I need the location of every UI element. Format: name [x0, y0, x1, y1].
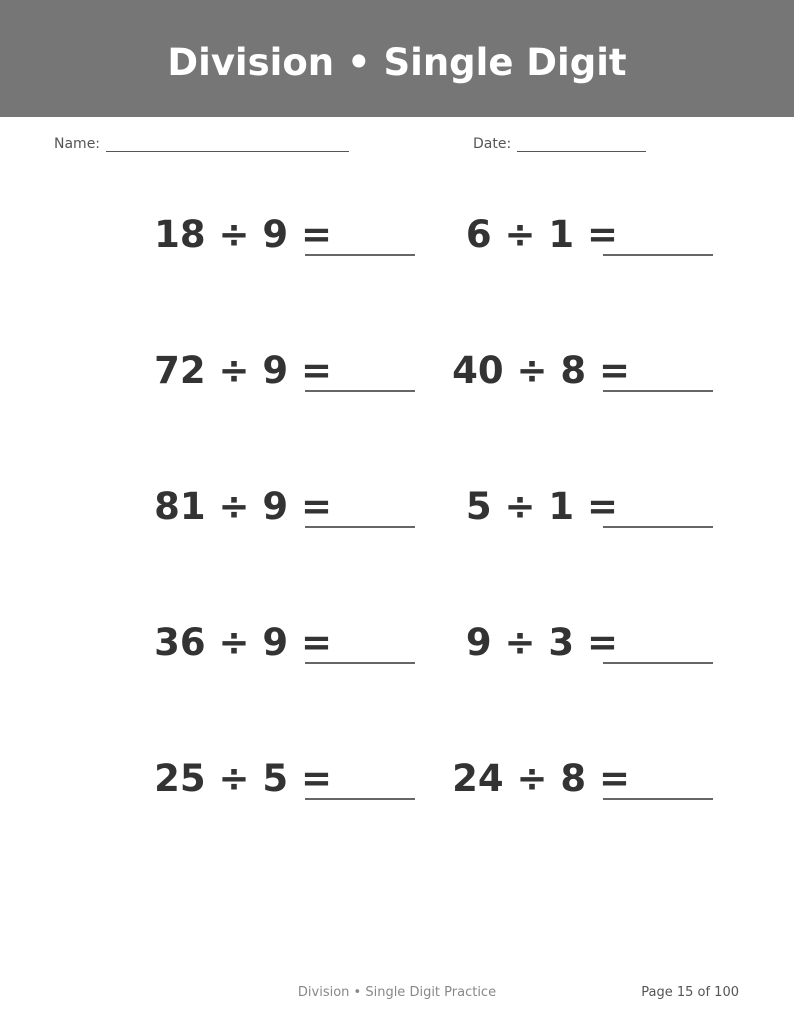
page-title: Division • Single Digit	[167, 41, 627, 84]
problem-expression: 24 ÷ 8 =	[452, 757, 630, 800]
problem-expression: 6 ÷ 1 =	[465, 213, 618, 256]
problem-item	[100, 484, 332, 534]
answer-line[interactable]	[603, 662, 713, 664]
answer-line[interactable]	[305, 662, 415, 664]
page-header	[0, 0, 794, 117]
problem-item	[420, 348, 630, 398]
problem-item	[100, 212, 332, 262]
answer-line[interactable]	[603, 254, 713, 256]
problem-expression: 81 ÷ 9 =	[154, 485, 332, 528]
footer-title: Division • Single Digit Practice	[297, 985, 497, 1000]
problem-expression: 18 ÷ 9 =	[154, 213, 332, 256]
problem-item	[100, 756, 332, 806]
problem-item	[100, 348, 332, 398]
answer-line[interactable]	[305, 390, 415, 392]
problem-item	[420, 620, 618, 670]
date-field-line[interactable]	[517, 151, 646, 152]
answer-line[interactable]	[603, 390, 713, 392]
problem-item	[100, 620, 332, 670]
problem-expression: 5 ÷ 1 =	[465, 485, 618, 528]
name-label: Name:	[54, 136, 101, 152]
problem-expression: 40 ÷ 8 =	[452, 349, 630, 392]
problem-expression: 9 ÷ 3 =	[465, 621, 618, 664]
problem-expression: 25 ÷ 5 =	[154, 757, 332, 800]
problem-item	[420, 484, 618, 534]
problem-expression: 36 ÷ 9 =	[154, 621, 332, 664]
problem-item	[420, 756, 630, 806]
answer-line[interactable]	[603, 798, 713, 800]
problem-expression: 72 ÷ 9 =	[154, 349, 332, 392]
page-number: Page 15 of 100	[641, 985, 739, 1000]
problem-item	[420, 212, 618, 262]
answer-line[interactable]	[305, 254, 415, 256]
answer-line[interactable]	[305, 526, 415, 528]
date-label: Date:	[473, 136, 512, 152]
answer-line[interactable]	[603, 526, 713, 528]
answer-line[interactable]	[305, 798, 415, 800]
name-field-line[interactable]	[106, 151, 349, 152]
